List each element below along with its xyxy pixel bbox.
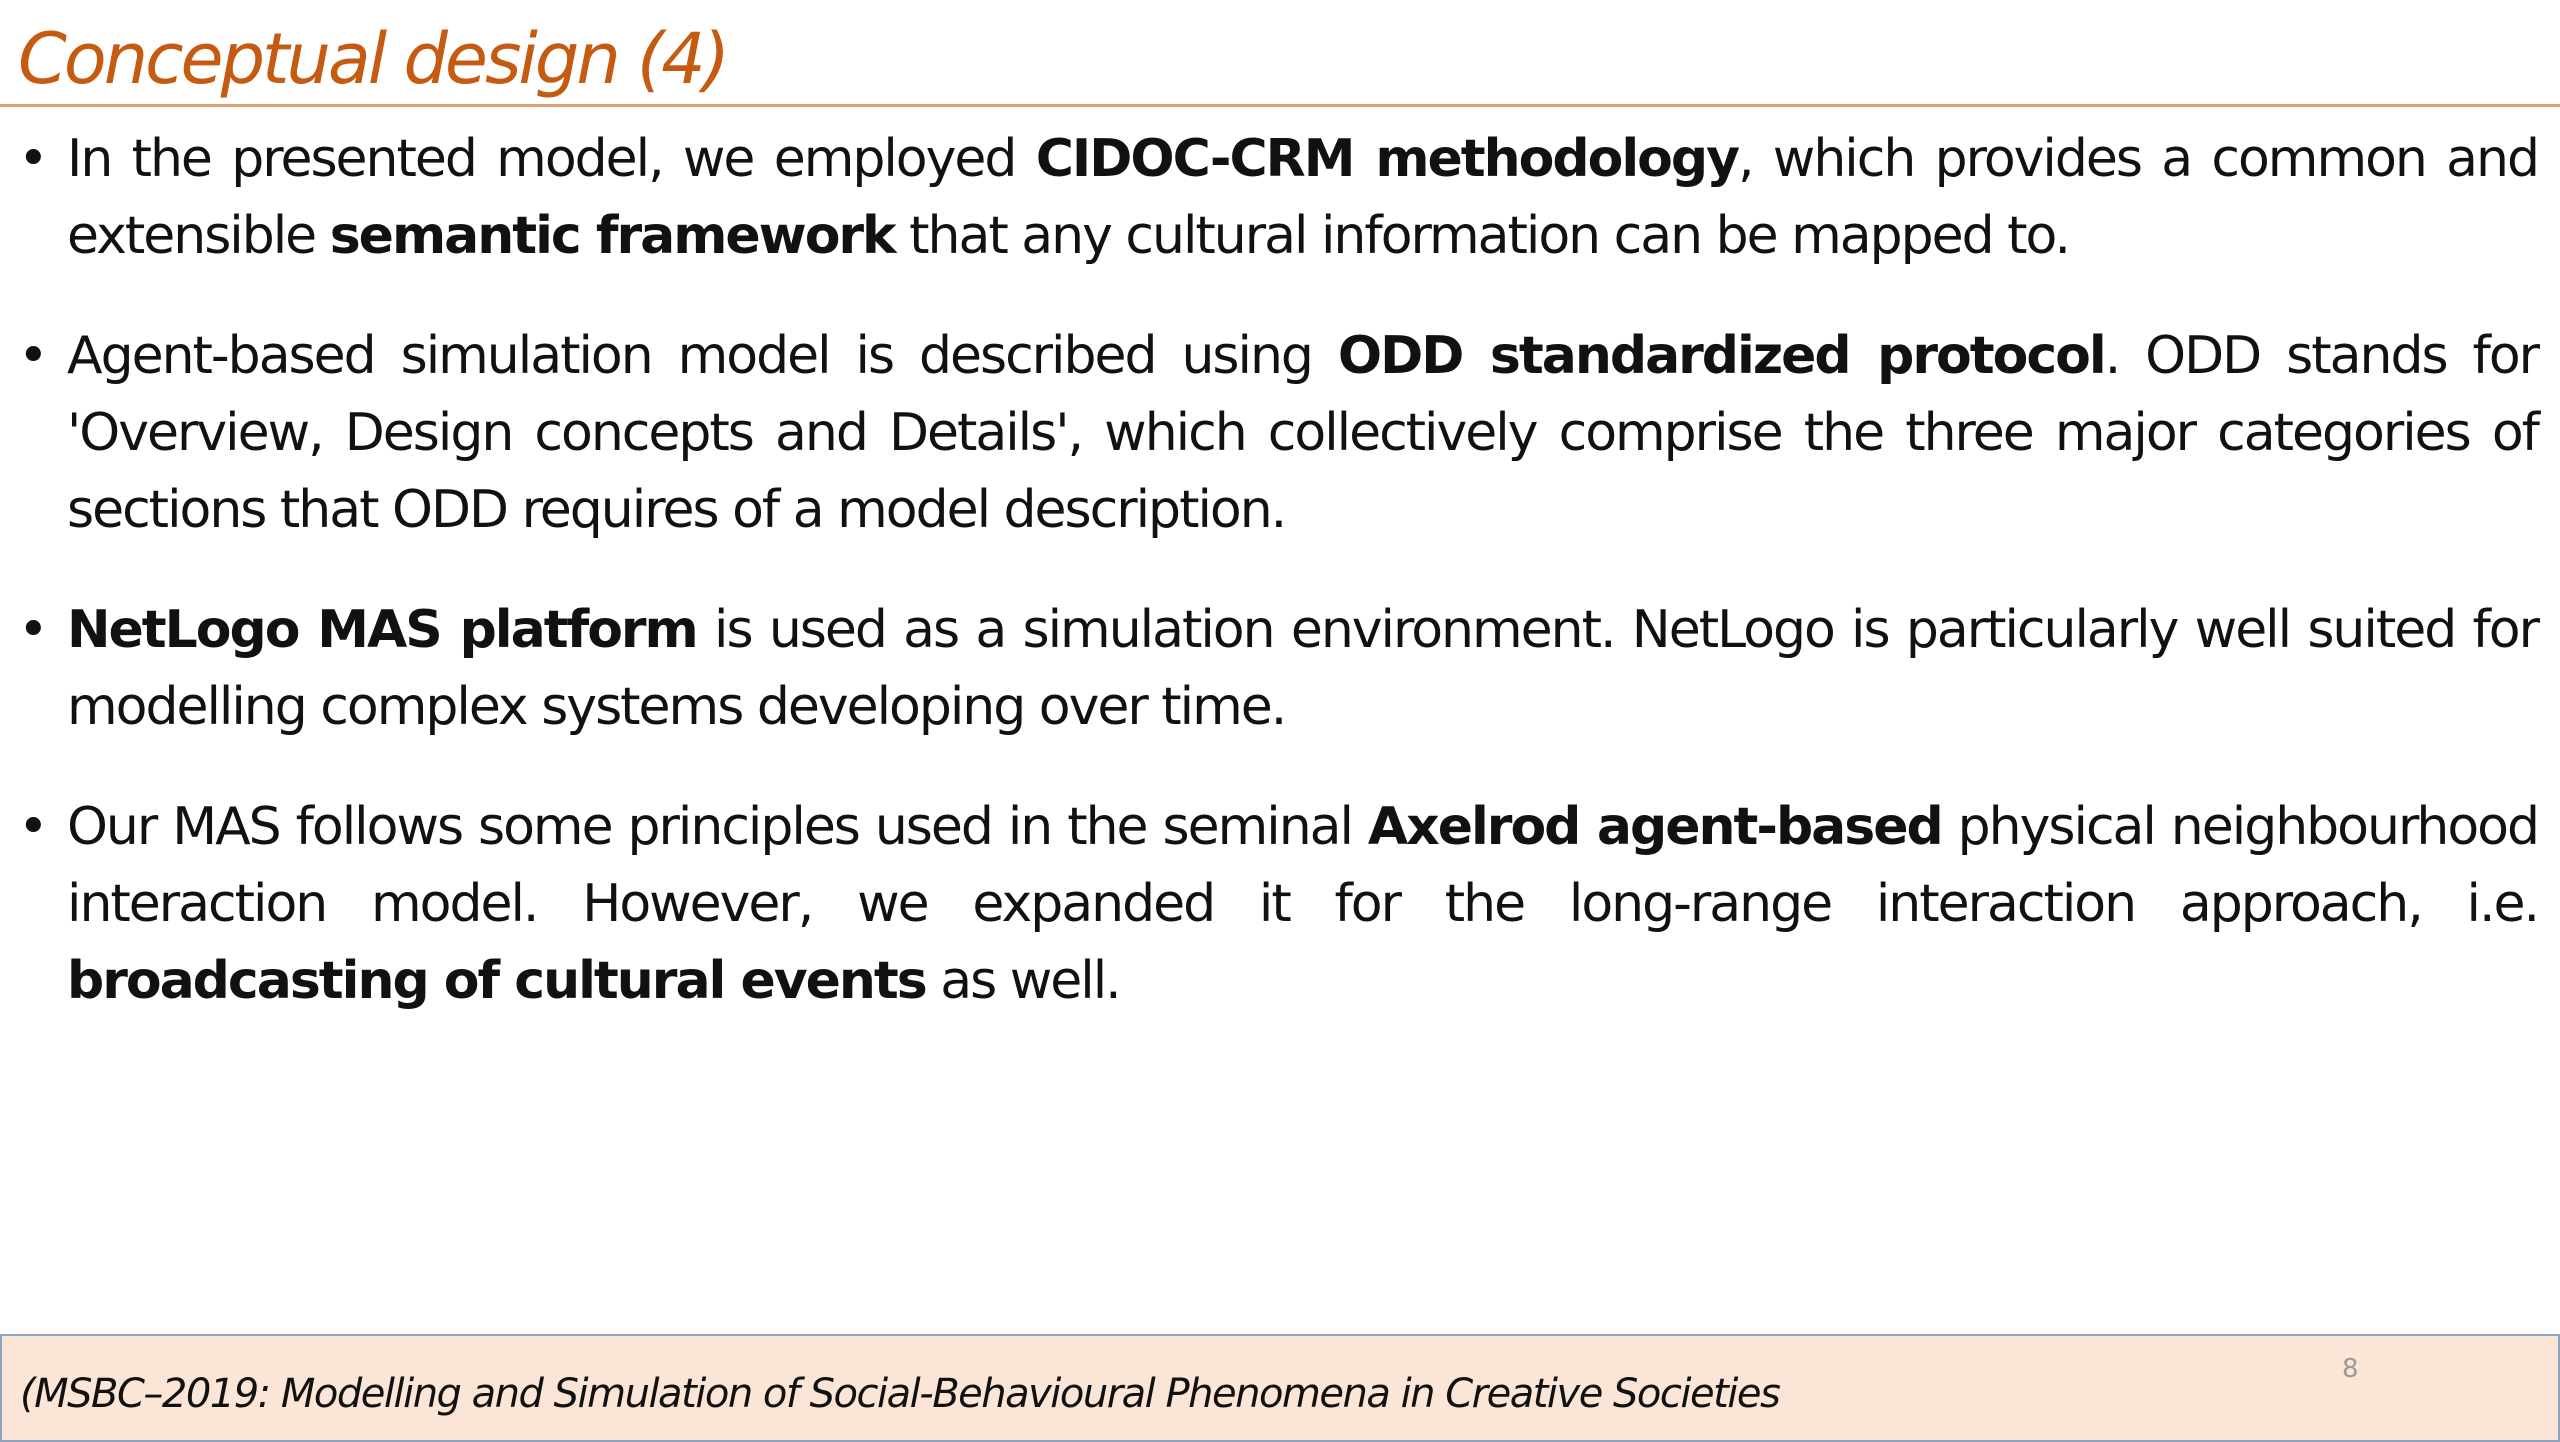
bullet-marker: • bbox=[18, 600, 47, 660]
bullet-segment: Our MAS follows some principles used in the seminal bbox=[67, 797, 1368, 857]
bullet-text bbox=[67, 326, 2538, 540]
bullet-segment: Agent-based simulation model is described using bbox=[67, 326, 1338, 386]
bullet-segment: as well. bbox=[925, 951, 1120, 1011]
bullet-text bbox=[67, 797, 2538, 1011]
footer-bar bbox=[0, 1334, 2560, 1442]
bullet-segment-bold: ODD standardized protocol bbox=[1337, 326, 2105, 386]
bullet-segment: , which provides a common and extensible bbox=[67, 129, 2538, 266]
bullet-marker: • bbox=[18, 797, 47, 857]
footer-citation: (MSBC–2019: Modelling and Simulation of Social-Behavioural Phenomena in Creative Societies bbox=[20, 1371, 1780, 1417]
bullet-text bbox=[67, 600, 2538, 737]
bullet-marker: • bbox=[18, 129, 47, 189]
bullet-segment-bold: broadcasting of cultural events bbox=[67, 951, 926, 1011]
bullet-segment-bold: Axelrod agent-based bbox=[1367, 797, 1942, 857]
bullet-segment: is used as a simulation environment. NetLogo is particularly well suited for modelling complex systems developing over time. bbox=[67, 600, 2538, 737]
bullet-text bbox=[67, 129, 2538, 266]
page-number: 8 bbox=[2342, 1354, 2359, 1384]
bullet-list bbox=[0, 121, 2560, 1063]
bullet-segment-bold: CIDOC-CRM methodology bbox=[1035, 129, 1738, 189]
bullet-segment: that any cultural information can be mapped to. bbox=[894, 206, 2069, 266]
bullet-segment: In the presented model, we employed bbox=[67, 129, 1036, 189]
bullet-segment: . ODD stands for 'Overview, Design concepts and Details', which collectively comprise the three major categories of sections that ODD requires of a model description. bbox=[67, 326, 2539, 540]
bullet-segment-bold: semantic framework bbox=[329, 206, 895, 266]
bullet-segment-bold: NetLogo MAS platform bbox=[67, 600, 697, 660]
bullet-item bbox=[0, 121, 2560, 275]
bullet-item bbox=[0, 318, 2560, 549]
slide-title: Conceptual design (4) bbox=[18, 18, 728, 100]
bullet-marker: • bbox=[18, 326, 47, 386]
bullet-item bbox=[0, 592, 2560, 746]
bullet-segment: physical neighbourhood interaction model. However, we expanded it for the long-range interaction approach, i.e. bbox=[67, 797, 2539, 934]
title-underline bbox=[0, 104, 2560, 107]
bullet-item bbox=[0, 789, 2560, 1020]
